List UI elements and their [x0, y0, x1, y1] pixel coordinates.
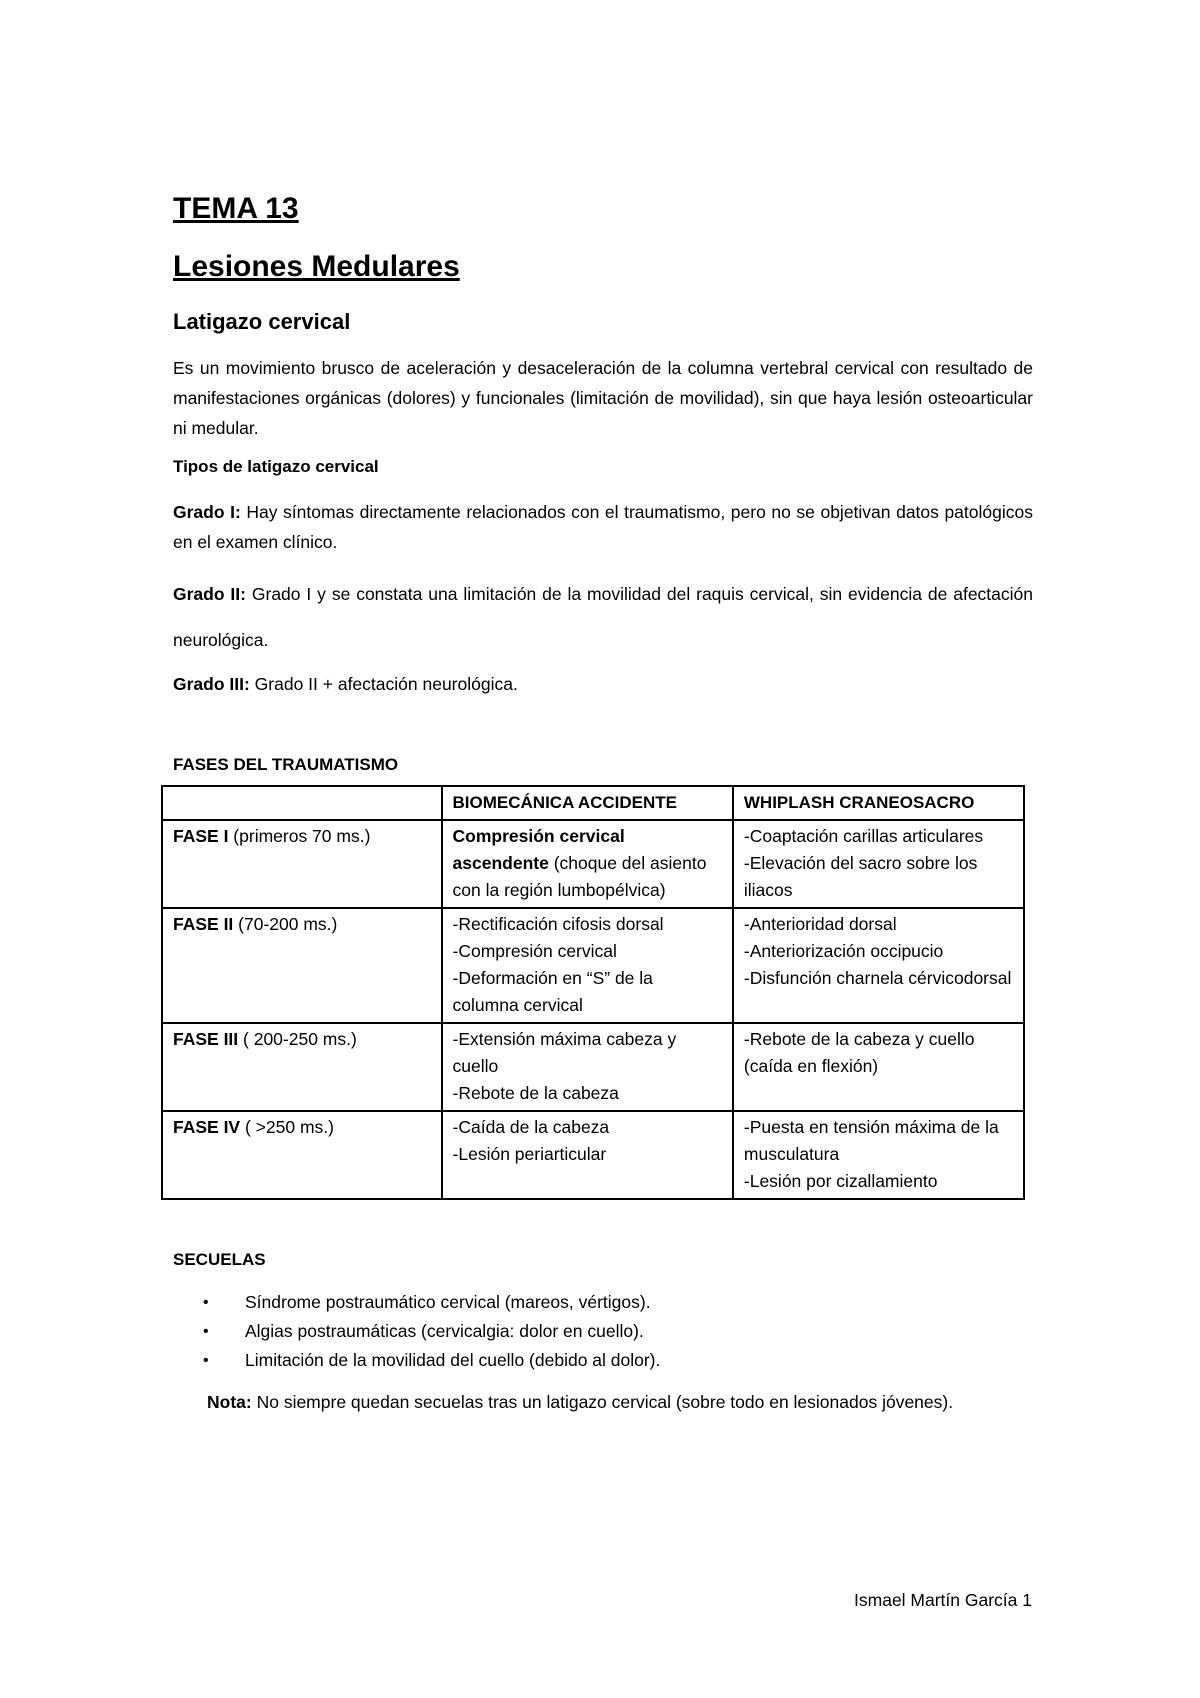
- fase-cell: [162, 1111, 442, 1199]
- biomecanica-line: -Rectificación cifosis dorsal: [452, 914, 664, 934]
- secuelas-list: [173, 1288, 1033, 1375]
- table-row: [162, 1023, 1024, 1111]
- page-subtitle: Lesiones Medulares: [173, 249, 460, 283]
- table-header-biomecanica: BIOMECÁNICA ACCIDENTE: [442, 786, 733, 820]
- whiplash-line: -Anterioridad dorsal: [743, 914, 897, 934]
- phases-table: [161, 785, 1025, 1200]
- table-row: [162, 1111, 1024, 1199]
- grado-1-text: Hay síntomas directamente relacionados con el traumatismo, pero no se objetivan datos patológicos en el examen clínico.: [173, 502, 1033, 552]
- grado-2: [173, 571, 1033, 663]
- table-header-row: [162, 786, 1024, 820]
- fase-cell: [162, 820, 442, 908]
- intro-paragraph: Es un movimiento brusco de aceleración y desaceleración de la columna vertebral cervical con resultado de manifestaciones orgánicas (dolores) y funcionales (limitación de movilidad), sin que haya lesión osteoarticular ni medular.: [173, 358, 1033, 438]
- grado-1-label: Grado I:: [173, 502, 241, 522]
- bullet-icon: •: [203, 1294, 209, 1311]
- whiplash-line: -Coaptación carillas articulares: [743, 826, 984, 846]
- table-header-whiplash: WHIPLASH CRANEOSACRO: [733, 786, 1024, 820]
- table-row: [162, 908, 1024, 1023]
- fase-label: FASE III: [173, 1029, 239, 1049]
- whiplash-line: -Elevación del sacro sobre los iliacos: [743, 853, 978, 900]
- grado-1: [173, 497, 1033, 557]
- list-item-text: Limitación de la movilidad del cuello (debido al dolor).: [245, 1350, 661, 1370]
- list-item-text: Algias postraumáticas (cervicalgia: dolor en cuello).: [245, 1321, 644, 1341]
- document-page: [173, 190, 1033, 1417]
- biomecanica-line: -Lesión periarticular: [452, 1144, 607, 1164]
- table-header-empty: [162, 786, 442, 820]
- biomecanica-cell: [442, 1023, 733, 1111]
- whiplash-line: -Rebote de la cabeza y cuello (caída en flexión): [743, 1029, 975, 1076]
- list-item: [173, 1317, 1033, 1346]
- list-item: [173, 1346, 1033, 1375]
- grado-3: [173, 669, 1033, 699]
- nota-label: Nota:: [207, 1392, 252, 1412]
- nota-text: No siempre quedan secuelas tras un latigazo cervical (sobre todo en lesionados jóvenes).: [251, 1392, 954, 1412]
- biomecanica-line: -Compresión cervical: [452, 941, 617, 961]
- fase-detail: ( 200-250 ms.): [238, 1029, 357, 1049]
- biomecanica-bold: Compresión cervical ascendente: [452, 826, 625, 873]
- bullet-icon: •: [203, 1323, 209, 1340]
- whiplash-line: -Anteriorización occipucio: [743, 941, 944, 961]
- fase-detail: (70-200 ms.): [233, 914, 338, 934]
- whiplash-cell: [733, 820, 1024, 908]
- list-item: [173, 1288, 1033, 1317]
- spacer: [173, 713, 1033, 755]
- grado-2-text: Grado I y se constata una limitación de la movilidad del raquis cervical, sin evidencia de afectación neurológica.: [173, 584, 1033, 650]
- biomecanica-cell: [442, 820, 733, 908]
- fase-detail: ( >250 ms.): [240, 1117, 334, 1137]
- fases-heading: FASES DEL TRAUMATISMO: [173, 755, 399, 774]
- secuelas-heading: SECUELAS: [173, 1250, 266, 1269]
- biomecanica-text: (choque del asiento con la región lumbopélvica): [452, 853, 707, 900]
- bullet-icon: •: [203, 1352, 209, 1369]
- fase-cell: [162, 1023, 442, 1111]
- grado-3-label: Grado III:: [173, 674, 250, 694]
- fase-label: FASE IV: [173, 1117, 241, 1137]
- fase-detail: (primeros 70 ms.): [228, 826, 371, 846]
- fase-label: FASE II: [173, 914, 234, 934]
- biomecanica-cell: [442, 1111, 733, 1199]
- biomecanica-line: -Deformación en “S” de la columna cervical: [452, 968, 653, 1015]
- fase-label: FASE I: [173, 826, 229, 846]
- biomecanica-line: -Caída de la cabeza: [452, 1117, 610, 1137]
- whiplash-line: -Disfunción charnela cérvicodorsal: [743, 968, 1012, 988]
- fase-cell: [162, 908, 442, 1023]
- tipos-heading: Tipos de latigazo cervical: [173, 457, 379, 476]
- biomecanica-line: -Extensión máxima cabeza y cuello: [452, 1029, 677, 1076]
- page-title: TEMA 13: [173, 192, 299, 225]
- whiplash-cell: [733, 1023, 1024, 1111]
- grado-3-text: Grado II + afectación neurológica.: [249, 674, 518, 694]
- grado-2-label: Grado II:: [173, 584, 246, 604]
- table-row: [162, 820, 1024, 908]
- whiplash-cell: [733, 908, 1024, 1023]
- biomecanica-line: -Rebote de la cabeza: [452, 1083, 619, 1103]
- biomecanica-cell: [442, 908, 733, 1023]
- nota-paragraph: [173, 1387, 1033, 1417]
- page-footer: Ismael Martín García 1: [854, 1590, 1032, 1610]
- list-item-text: Síndrome postraumático cervical (mareos, vértigos).: [245, 1292, 651, 1312]
- whiplash-cell: [733, 1111, 1024, 1199]
- section-heading: Latigazo cervical: [173, 309, 351, 334]
- whiplash-line: -Lesión por cizallamiento: [743, 1171, 938, 1191]
- whiplash-line: -Puesta en tensión máxima de la musculatura: [743, 1117, 999, 1164]
